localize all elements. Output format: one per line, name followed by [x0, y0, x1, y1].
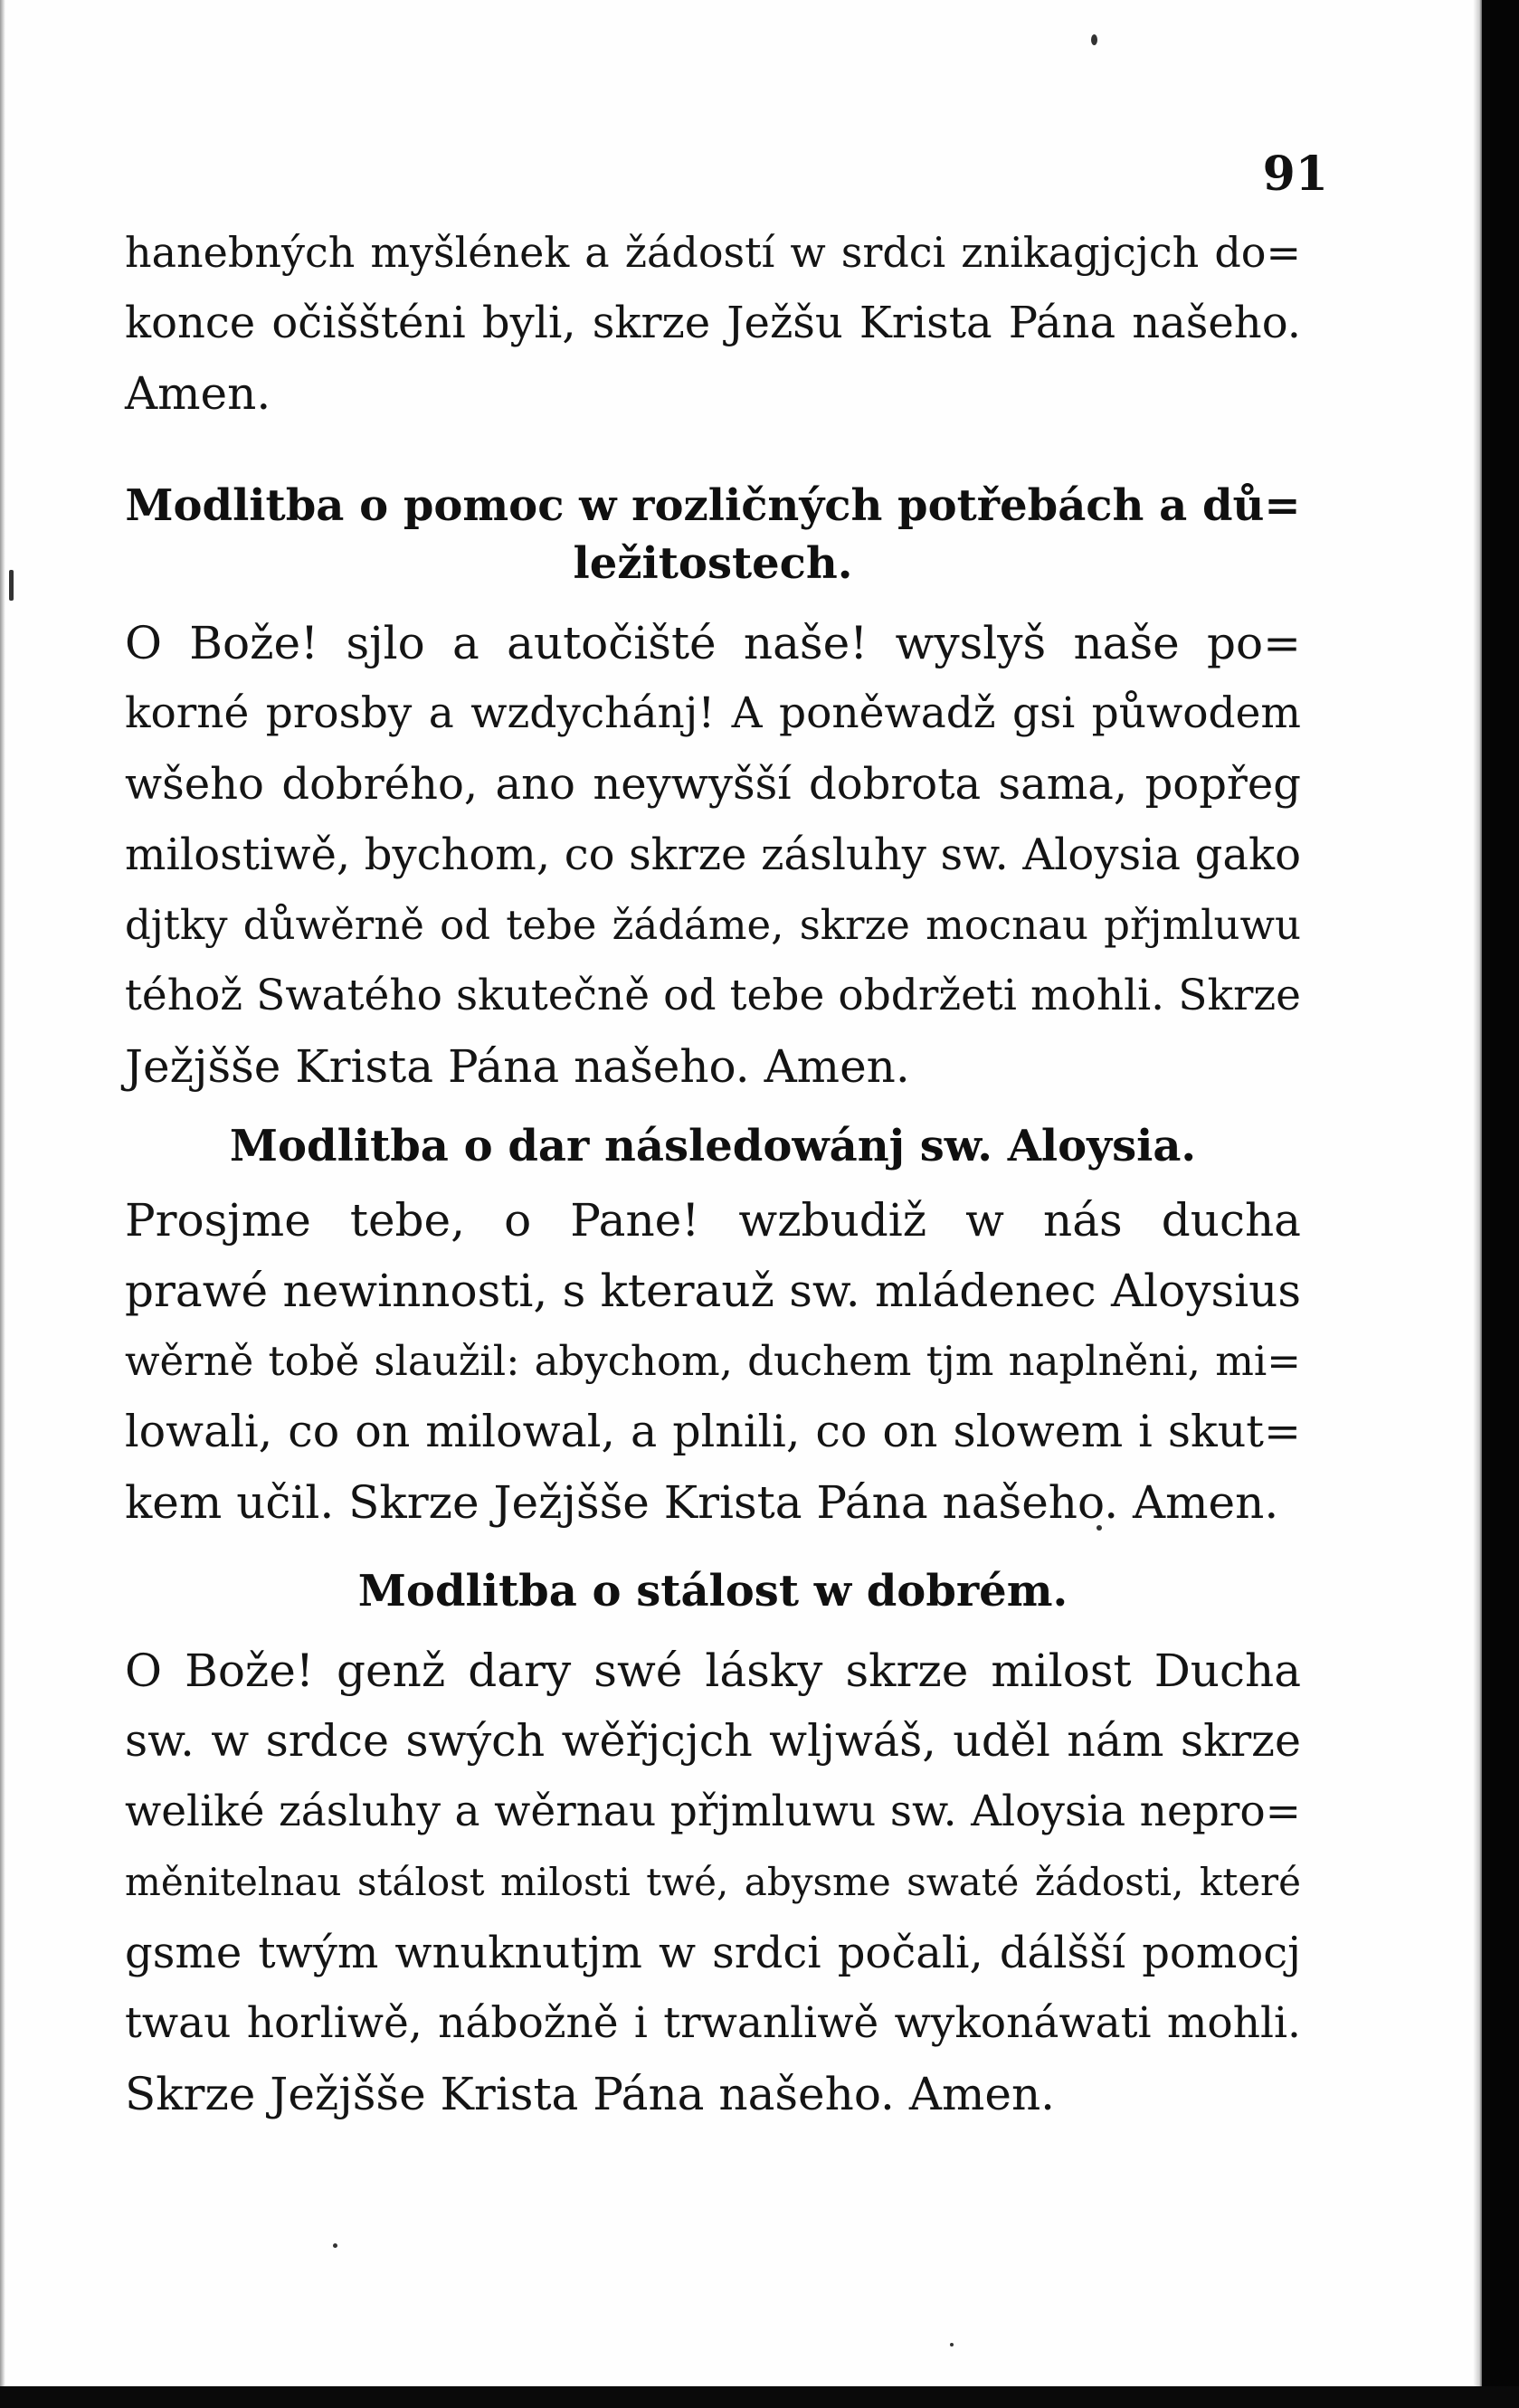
- prayer-heading: [125, 1556, 1301, 1626]
- heading-line: Modlitba o pomoc w rozličných potřebách a dů=: [125, 480, 1301, 531]
- text-line: O Bože! sjlo a autočišté naše! wyslyš naše po=: [125, 617, 1301, 669]
- prayer-body: [125, 608, 1301, 1102]
- heading-line: Modlitba o dar následowánj sw. Aloysia.: [229, 1121, 1197, 1171]
- text-line: wšeho dobrého, ano neywyšší dobrota sama, popřeg: [125, 759, 1301, 810]
- text-line: twau horliwě, nábožně i trwanliwě wykonáwati mohli.: [125, 1998, 1301, 2048]
- prayer-body: [125, 1635, 1301, 2129]
- prayer-body: [125, 1185, 1301, 1538]
- text-line: konce očiššténi byli, skrze Ježšu Krista Pána našeho.: [125, 298, 1301, 348]
- scan-speck: [950, 2343, 954, 2346]
- text-line: Ježjšše Krista Pána našeho. Amen.: [125, 1040, 910, 1093]
- text-line: Prosjme tebe, o Pane! wzbudiž w nás ducha: [125, 1194, 1301, 1247]
- text-line: gsme twým wnuknutjm w srdci počali, dálšší pomocj: [125, 1928, 1301, 1978]
- page-right-border: [1482, 0, 1519, 2408]
- heading-line: Modlitba o stálost w dobrém.: [357, 1566, 1068, 1616]
- text-line: djtky důwěrně od tebe žádáme, skrze mocnau přjmluwu: [125, 901, 1301, 949]
- text-line: korné prosby a wzdychánj! A poněwadž gsi půwodem: [125, 688, 1301, 738]
- text-line: sw. w srdce swých wěřjcjch wljwáš, uděl nám skrze: [125, 1715, 1301, 1767]
- scan-speck: [333, 2243, 337, 2248]
- page-number: 91: [1262, 147, 1328, 202]
- page-left-edge: [0, 0, 5, 2408]
- text-line: milostiwě, bychom, co skrze zásluhy sw. Aloysia gako: [125, 830, 1301, 880]
- text-line: lowali, co on milowal, a plnili, co on slowem i skut=: [125, 1406, 1301, 1457]
- text-line: wěrně tobě slaužil: abychom, duchem tjm naplněni, mi=: [125, 1337, 1301, 1385]
- text-line: Amen.: [125, 367, 271, 420]
- text-line: Skrze Ježjšše Krista Pána našeho. Amen.: [125, 2068, 1056, 2120]
- text-line: měnitelnau stálost milosti twé, abysme swaté žádosti, které: [125, 1860, 1301, 1904]
- heading-line: ležitostech.: [573, 538, 853, 589]
- text-line: kem učil. Skrze Ježjšše Krista Pána našeho. Amen.: [125, 1476, 1279, 1529]
- text-line: téhož Swatého skutečně od tebe obdržeti mohli. Skrze: [125, 971, 1301, 1020]
- text-line: prawé newinnosti, s kterauž sw. mládenec Aloysius: [125, 1265, 1301, 1317]
- prayer-heading: [125, 470, 1301, 599]
- intro-paragraph: [125, 217, 1301, 429]
- text-line: weliké zásluhy a wěrnau přjmluwu sw. Aloysia nepro=: [125, 1787, 1301, 1836]
- prayer-heading: [125, 1111, 1301, 1181]
- text-line: O Bože! genž dary swé lásky skrze milost Ducha: [125, 1645, 1301, 1697]
- text-line: hanebných myšlének a žádostí w srdci znikagjcjch do=: [125, 228, 1301, 277]
- page-bottom-border: [0, 2386, 1519, 2408]
- scan-speck: [9, 570, 14, 601]
- scan-speck: [1091, 34, 1097, 45]
